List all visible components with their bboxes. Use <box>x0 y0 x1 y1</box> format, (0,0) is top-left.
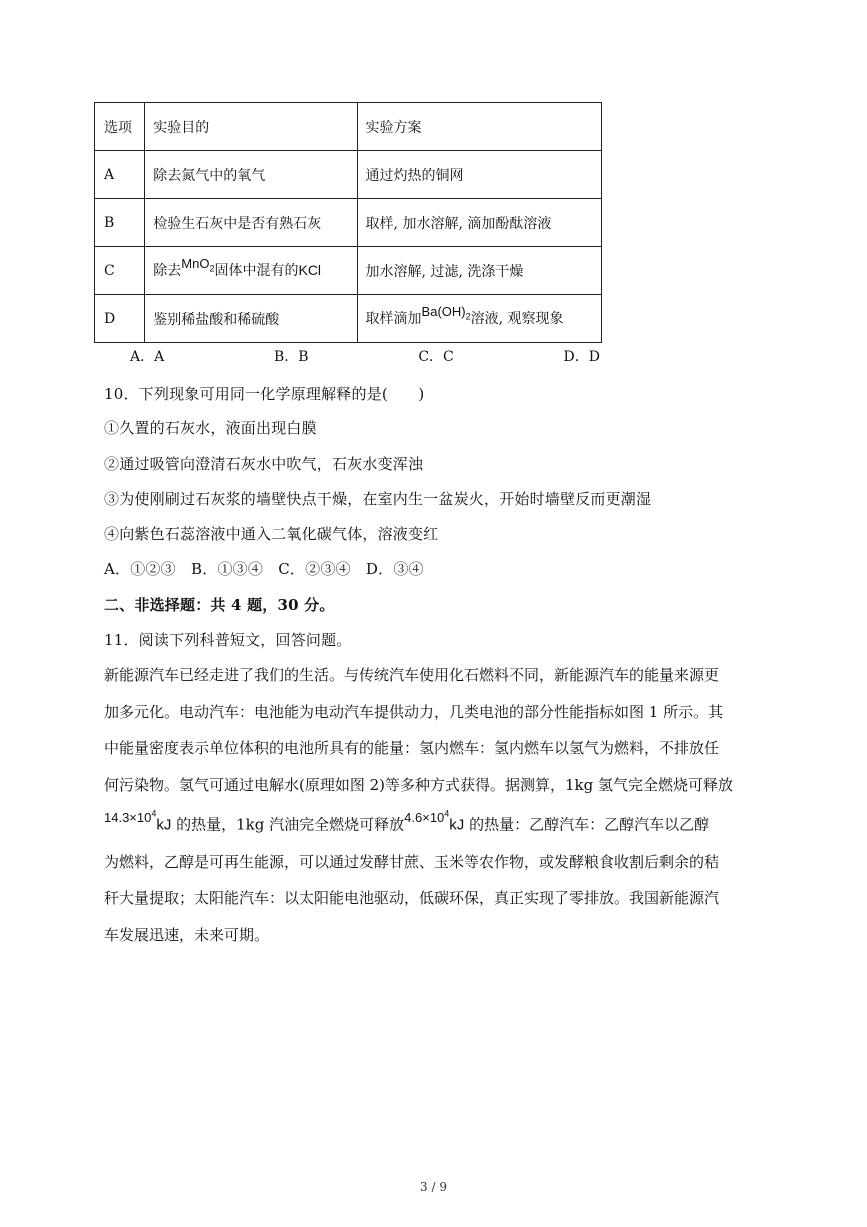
table-row <box>95 151 602 199</box>
passage-line: 车发展迅速，未来可期。 <box>104 925 270 944</box>
row-option: D <box>95 295 145 343</box>
value-gasoline-heat <box>404 810 449 825</box>
plan-suffix: 溶液, 观察现象 <box>470 311 564 328</box>
purpose-suffix: 固体中混有的 <box>214 263 299 280</box>
row-purpose: 检验生石灰中是否有熟石灰 <box>145 199 357 247</box>
formula-kcl: KCl <box>298 262 322 279</box>
unit-kj: kJ <box>156 816 172 834</box>
row-purpose <box>145 247 357 295</box>
formula-subscript: 2 <box>465 311 471 322</box>
formula-text: Ba(OH) <box>421 304 466 320</box>
passage-line: 何污染物。氢气可通过电解水(原理如图 2)等多种方式获得。据测算，1kg 氢气完全燃烧可释放 <box>104 775 734 794</box>
row-plan: 取样, 加水溶解, 滴加酚酞溶液 <box>357 199 601 247</box>
value-exponent: 4 <box>151 809 157 819</box>
section-title: 二、非选择题：共 4 题，30 分。 <box>104 596 335 614</box>
q10-item-3: ③为使刚刷过石灰浆的墙壁快点干燥，在室内生一盆炭火，开始时墙壁反而更潮湿 <box>104 490 652 508</box>
row-option: A <box>95 151 145 199</box>
q10-choices: A．①②③ B．①③④ C．②③④ D．③④ <box>104 560 424 578</box>
value-hydrogen-heat <box>104 810 156 825</box>
formula-subscript: 2 <box>209 263 215 274</box>
passage-line-formula <box>104 803 768 844</box>
q10-item-1: ①久置的石灰水，液面出现白膜 <box>104 419 317 437</box>
table-row <box>95 295 602 343</box>
passage-line: 秆大量提取；太阳能汽车：以太阳能电池驱动，低碳环保，真正实现了零排放。我国新能源汽 <box>104 889 720 908</box>
plan-prefix: 取样滴加 <box>365 311 422 328</box>
passage-line: 新能源汽车已经走进了我们的生活。与传统汽车使用化石燃料不同，新能源汽车的能量来源更 <box>104 666 720 684</box>
row-purpose: 除去氮气中的氧气 <box>145 151 357 199</box>
row-plan: 加水溶解, 过滤, 洗涤干燥 <box>357 247 601 295</box>
header-option: 选项 <box>95 103 145 151</box>
row-option: C <box>95 247 145 295</box>
experiment-options-table <box>94 102 602 343</box>
purpose-prefix: 除去 <box>153 263 182 280</box>
passage-line: 加多元化。电动汽车：电池能为电动汽车提供动力，几类电池的部分性能指标如图 1 所示。其 <box>104 702 724 721</box>
formula-mno2 <box>181 256 215 274</box>
passage-line: 为燃料，乙醇是可再生能源，可以通过发酵甘蔗、玉米等农作物，或发酵粮食收割后剩余的秸 <box>104 852 720 871</box>
choice-d: D．D <box>563 349 600 365</box>
value-text: 4.6×10 <box>404 810 445 826</box>
q11-stem: 11．阅读下列科普短文，回答问题。 <box>104 631 352 649</box>
passage-line: 中能量密度表示单位体积的电池所具有的能量：氢内燃车：氢内燃车以氢气为燃料，不排放任 <box>104 739 720 757</box>
value-text: 14.3×10 <box>104 810 152 826</box>
q10-item-4: ④向紫色石蕊溶液中通入二氧化碳气体，溶液变红 <box>104 525 439 543</box>
passage-mid: 的热量，1kg 汽油完全燃烧可释放 <box>171 815 405 834</box>
row-option: B <box>95 199 145 247</box>
q10-stem: 10．下列现象可用同一化学原理解释的是( ) <box>104 385 425 403</box>
table-row <box>95 247 602 295</box>
formula-text: MnO <box>181 256 210 272</box>
value-exponent: 4 <box>444 809 450 819</box>
q9-choices <box>130 346 600 366</box>
row-plan: 通过灼热的铜网 <box>357 151 601 199</box>
page-number: 3 / 9 <box>420 1180 447 1194</box>
choice-c: C．C <box>418 349 454 365</box>
choice-a: A．A <box>130 349 165 365</box>
header-plan: 实验方案 <box>357 103 601 151</box>
table-header-row <box>95 103 602 151</box>
row-purpose: 鉴别稀盐酸和稀硫酸 <box>145 295 357 343</box>
table-row <box>95 199 602 247</box>
unit-kj: kJ <box>449 816 465 834</box>
q10-item-2: ②通过吸管向澄清石灰水中吹气，石灰水变浑浊 <box>104 455 424 473</box>
passage-tail: 的热量：乙醇汽车：乙醇汽车以乙醇 <box>464 815 710 834</box>
formula-baoh2 <box>421 304 471 322</box>
header-purpose: 实验目的 <box>145 103 357 151</box>
choice-b: B．B <box>274 349 309 365</box>
q11-passage <box>104 657 768 953</box>
row-plan <box>357 295 601 343</box>
